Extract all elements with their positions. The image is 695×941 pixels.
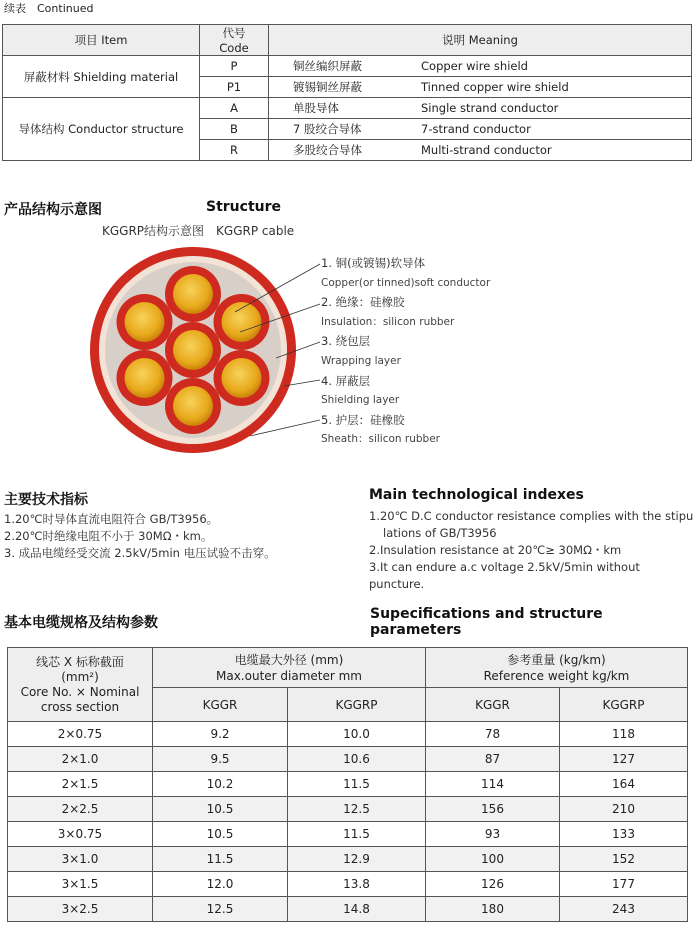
spec-cell: 3×1.5 xyxy=(8,872,153,897)
label-4-en: Shielding layer xyxy=(321,394,400,407)
spec-cell: 11.5 xyxy=(288,772,426,797)
table-row xyxy=(8,797,688,822)
table-row xyxy=(3,56,692,77)
spec-cell: 3×2.5 xyxy=(8,897,153,922)
spec-cell: 133 xyxy=(560,822,688,847)
spec-cell: 10.5 xyxy=(153,822,288,847)
meaning-cell: 单股导体 Single strand conductor xyxy=(269,98,692,119)
spec-cell: 3×1.0 xyxy=(8,847,153,872)
spec-cell: 14.8 xyxy=(288,897,426,922)
subheader-kggr-diam: KGGR xyxy=(153,688,288,722)
spec-cell: 12.0 xyxy=(153,872,288,897)
subheader-kggrp-weight: KGGRP xyxy=(560,688,688,722)
table-row xyxy=(8,872,688,897)
spec-cell: 12.5 xyxy=(288,797,426,822)
item-cell: 屏蔽材料 Shielding material xyxy=(3,56,200,98)
code-cell: P xyxy=(200,56,269,77)
spec-cell: 126 xyxy=(426,872,560,897)
index-cn-1: 1.20℃时导体直流电阻符合 GB/T3956。 xyxy=(4,512,219,526)
code-cell: R xyxy=(200,140,269,161)
table-row xyxy=(8,897,688,922)
header-item: 项目 Item xyxy=(3,25,200,56)
conductor-center xyxy=(173,330,213,370)
spec-cell: 9.5 xyxy=(153,747,288,772)
header-weight: 参考重量 (kg/km) Reference weight kg/km xyxy=(426,648,688,688)
header-core: 线芯 X 标称截面 (mm²) Core No. × Nominal cross section xyxy=(8,648,153,722)
index-cn-2: 2.20℃时绝缘电阻不小于 30MΩ・km。 xyxy=(4,529,213,543)
index-en-1-cont: lations of GB/T3956 xyxy=(383,526,497,540)
code-cell: P1 xyxy=(200,77,269,98)
spec-title-cn: 基本电缆规格及结构参数 xyxy=(4,615,158,631)
header-code: 代号 Code xyxy=(200,25,269,56)
meaning-cell: 7 股绞合导体 7-strand conductor xyxy=(269,119,692,140)
spec-cell: 2×1.0 xyxy=(8,747,153,772)
spec-cell: 10.5 xyxy=(153,797,288,822)
spec-cell: 210 xyxy=(560,797,688,822)
structure-title-en: Structure xyxy=(206,199,282,215)
structure-subtitle: KGGRP结构示意图 KGGRP cable xyxy=(102,224,295,238)
conductor xyxy=(173,386,213,426)
header-diameter: 电缆最大外径 (mm) Max.outer diameter mm xyxy=(153,648,426,688)
meaning-cell: 铜丝编织屏蔽 Copper wire shield xyxy=(269,56,692,77)
spec-cell: 243 xyxy=(560,897,688,922)
indexes-title-cn: 主要技术指标 xyxy=(4,492,88,508)
index-en-3: 3.It can endure a.c voltage 2.5kV/5min without puncture. xyxy=(369,560,640,591)
label-1-cn: 1. 铜(或镀锡)软导体 xyxy=(321,256,426,270)
structure-labels xyxy=(321,254,490,450)
label-1-en: Copper(or tinned)soft conductor xyxy=(321,276,491,289)
spec-cell: 100 xyxy=(426,847,560,872)
spec-title-en: Supecifications and structure parameters xyxy=(370,606,603,638)
index-en-2: 2.Insulation resistance at 20℃≥ 30MΩ・km xyxy=(369,543,622,557)
subheader-kggrp-diam: KGGRP xyxy=(288,688,426,722)
structure-title-cn: 产品结构示意图 xyxy=(4,202,102,218)
conductor xyxy=(222,358,262,398)
spec-cell: 87 xyxy=(426,747,560,772)
spec-cell: 10.0 xyxy=(288,722,426,747)
conductor xyxy=(125,358,165,398)
spec-cell: 93 xyxy=(426,822,560,847)
label-3-en: Wrapping layer xyxy=(321,354,401,367)
spec-cell: 156 xyxy=(426,797,560,822)
meaning-cell: 多股绞合导体 Multi-strand conductor xyxy=(269,140,692,161)
spec-cell: 177 xyxy=(560,872,688,897)
meaning-cell: 镀锡铜丝屏蔽 Tinned copper wire shield xyxy=(269,77,692,98)
label-5-en: Sheath：silicon rubber xyxy=(321,433,440,446)
item-cell: 导体结构 Conductor structure xyxy=(3,98,200,161)
spec-cell: 127 xyxy=(560,747,688,772)
label-5-cn: 5. 护层：硅橡胶 xyxy=(321,412,405,427)
conductor xyxy=(125,302,165,342)
spec-cell: 180 xyxy=(426,897,560,922)
spec-cell: 2×1.5 xyxy=(8,772,153,797)
spec-cell: 114 xyxy=(426,772,560,797)
spec-cell: 78 xyxy=(426,722,560,747)
table-row xyxy=(8,747,688,772)
table-row xyxy=(3,98,692,119)
spec-cell: 152 xyxy=(560,847,688,872)
table-row xyxy=(8,847,688,872)
label-2-cn: 2. 绝缘：硅橡胶 xyxy=(321,295,405,310)
spec-cell: 118 xyxy=(560,722,688,747)
label-2-en: Insulation：silicon rubber xyxy=(321,315,455,328)
table-row xyxy=(8,772,688,797)
spec-cell: 2×0.75 xyxy=(8,722,153,747)
spec-cell: 13.8 xyxy=(288,872,426,897)
header-meaning: 说明 Meaning xyxy=(269,25,692,56)
indexes-cn-list xyxy=(4,511,276,562)
spec-cell: 10.6 xyxy=(288,747,426,772)
cable-cross-section-diagram xyxy=(90,240,340,460)
spec-cell: 9.2 xyxy=(153,722,288,747)
spec-cell: 12.9 xyxy=(288,847,426,872)
subheader-kggr-weight: KGGR xyxy=(426,688,560,722)
spec-table xyxy=(7,647,688,922)
spec-cell: 164 xyxy=(560,772,688,797)
spec-cell: 2×2.5 xyxy=(8,797,153,822)
spec-cell: 10.2 xyxy=(153,772,288,797)
index-en-1: 1.20℃ D.C conductor resistance complies with the stipu xyxy=(369,509,694,523)
index-cn-3: 3. 成品电缆经受交流 2.5kV/5min 电压试验不击穿。 xyxy=(4,546,276,560)
label-3-cn: 3. 绕包层 xyxy=(321,334,371,349)
spec-cell: 11.5 xyxy=(153,847,288,872)
continued-label: 续表 Continued xyxy=(4,2,94,15)
label-4-cn: 4. 屏蔽层 xyxy=(321,373,371,388)
table-row xyxy=(8,722,688,747)
table-row xyxy=(8,822,688,847)
indexes-title-en: Main technological indexes xyxy=(369,487,584,503)
conductor xyxy=(173,274,213,314)
spec-cell: 11.5 xyxy=(288,822,426,847)
spec-cell: 3×0.75 xyxy=(8,822,153,847)
code-cell: A xyxy=(200,98,269,119)
code-table xyxy=(2,24,692,161)
indexes-en-list xyxy=(369,508,695,593)
code-cell: B xyxy=(200,119,269,140)
spec-cell: 12.5 xyxy=(153,897,288,922)
